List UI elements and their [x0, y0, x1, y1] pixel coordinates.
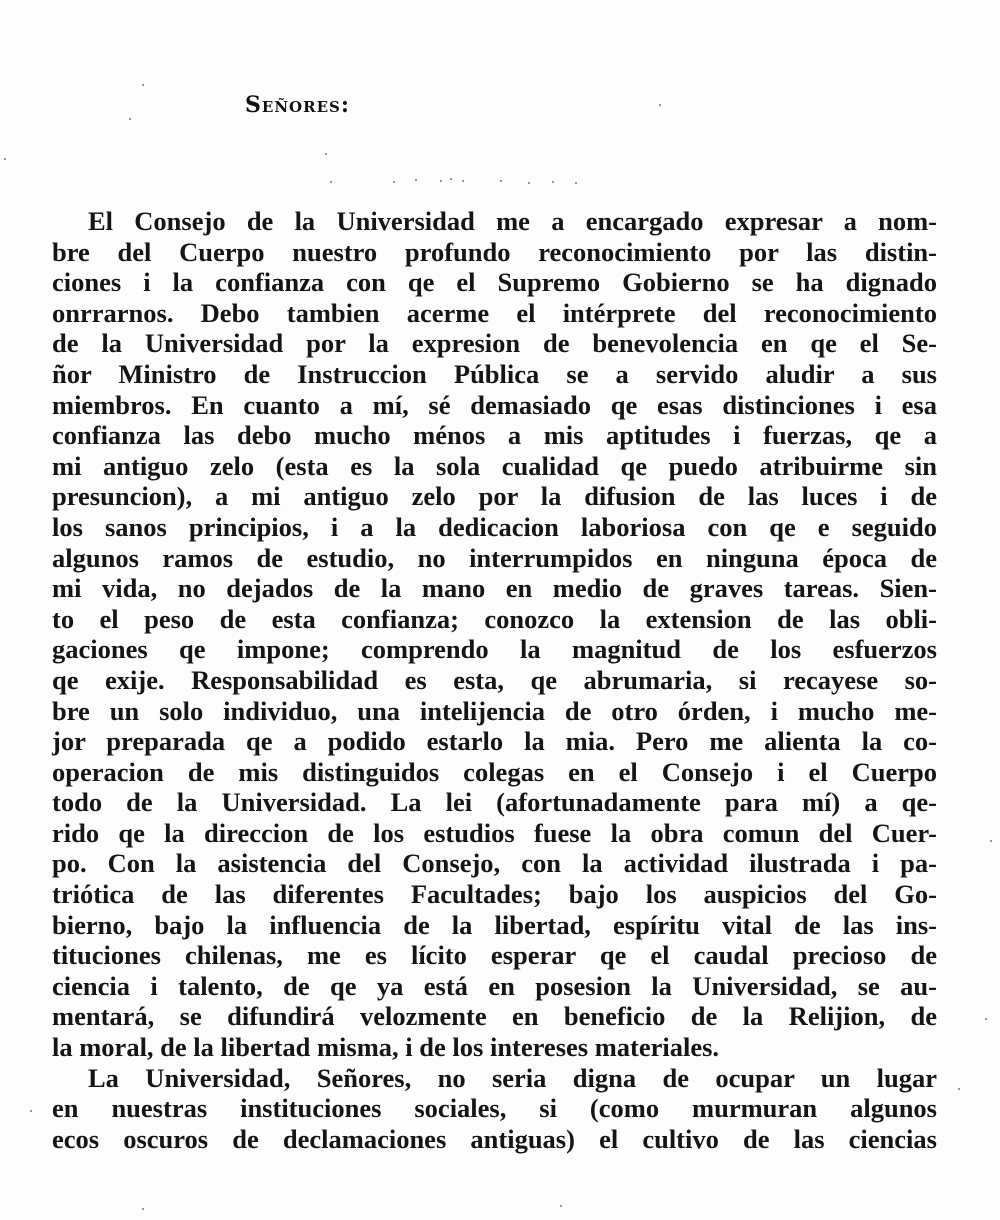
scan-speck — [990, 840, 992, 842]
text-line: de la Universidad por la expresion de benevolencia en qe el Se- — [52, 328, 937, 359]
text-line: jor preparada qe a podido estarlo la mia. Pero me alienta la co- — [52, 726, 937, 757]
text-line: miembros. En cuanto a mí, sé demasiado qe esas distinciones i esa — [52, 389, 937, 420]
text-line: algunos ramos de estudio, no interrumpidos en ninguna época de — [52, 542, 937, 573]
text-line: mi vida, no dejados de la mano en medio de graves tareas. Sien- — [52, 573, 937, 604]
scan-speck — [330, 181, 332, 183]
scan-speck — [985, 1018, 987, 1020]
scan-speck — [142, 1208, 144, 1210]
text-line: bre del Cuerpo nuestro profundo reconocimiento por las distin- — [52, 236, 937, 267]
text-line: la moral, de la libertad misma, i de los intereses materiales. — [52, 1032, 720, 1063]
scan-speck — [393, 181, 395, 183]
text-line: gaciones qe impone; comprendo la magnitud de los esfuerzos — [52, 634, 937, 665]
scan-speck — [440, 180, 442, 182]
text-line: po. Con la asistencia del Consejo, con la actividad ilustrada i pa- — [52, 848, 937, 879]
text-line: ciencia i talento, de qe ya está en posesion la Universidad, se au- — [52, 970, 937, 1001]
scan-speck — [325, 153, 327, 155]
scan-speck — [552, 181, 554, 183]
scan-speck — [462, 180, 464, 182]
text-line: onrrarnos. Debo tambien acerme el intérprete del reconocimiento — [52, 297, 937, 328]
scan-speck — [659, 104, 661, 106]
text-line: tituciones chilenas, me es lícito esperar qe el caudal precioso de — [52, 940, 937, 971]
body-text — [52, 206, 937, 1154]
text-line: presuncion), a mi antiguo zelo por la difusion de las luces i de — [52, 481, 937, 512]
text-line: La Universidad, Señores, no seria digna de ocupar un lugar — [88, 1062, 937, 1093]
text-line: ciones i la confianza con qe el Supremo Gobierno se ha dignado — [52, 267, 937, 298]
text-line: qe exije. Responsabilidad es esta, qe abrumaria, si recayese so- — [52, 664, 937, 695]
text-line: mi antiguo zelo (esta es la sola cualidad qe puedo atribuirme sin — [52, 450, 937, 481]
text-line: bre un solo individuo, una intelijencia de otro órden, i mucho me- — [52, 695, 937, 726]
scan-speck — [415, 179, 417, 181]
text-line: triótica de las diferentes Facultades; bajo los auspicios del Go- — [52, 879, 937, 910]
scan-speck — [560, 1205, 562, 1207]
scan-speck — [30, 1110, 32, 1112]
text-line: ecos oscuros de declamaciones antiguas) el cultivo de las ciencias — [52, 1123, 937, 1154]
text-line: El Consejo de la Universidad me a encargado expresar a nom- — [88, 206, 937, 236]
text-line: to el peso de esta confianza; conozco la extension de las obli- — [52, 603, 937, 634]
scan-speck — [575, 182, 577, 184]
text-line: confianza las debo mucho ménos a mis aptitudes i fuerzas, qe a — [52, 420, 937, 451]
text-line: todo de la Universidad. La lei (afortunadamente para mí) a qe- — [52, 787, 937, 818]
salutation-heading: Señores: — [245, 92, 350, 118]
scan-speck — [500, 180, 502, 182]
text-line: ñor Ministro de Instruccion Pública se a servido aludir a sus — [52, 358, 937, 389]
scan-speck — [958, 1088, 960, 1090]
scan-speck — [450, 178, 452, 180]
text-line: bierno, bajo la influencia de la libertad, espíritu vital de las ins- — [52, 909, 937, 940]
scan-speck — [142, 84, 144, 86]
scan-speck — [129, 118, 131, 120]
text-line: en nuestras instituciones sociales, si (como murmuran algunos — [52, 1093, 937, 1124]
text-line: los sanos principios, i a la dedicacion laboriosa con qe e seguido — [52, 511, 937, 542]
text-line: rido qe la direccion de los estudios fuese la obra comun del Cuer- — [52, 817, 937, 848]
scan-speck — [528, 182, 530, 184]
scan-speck — [4, 158, 6, 160]
text-line: operacion de mis distinguidos colegas en el Consejo i el Cuerpo — [52, 756, 937, 787]
text-line: mentará, se difundirá velozmente en beneficio de la Relijion, de — [52, 1001, 937, 1032]
